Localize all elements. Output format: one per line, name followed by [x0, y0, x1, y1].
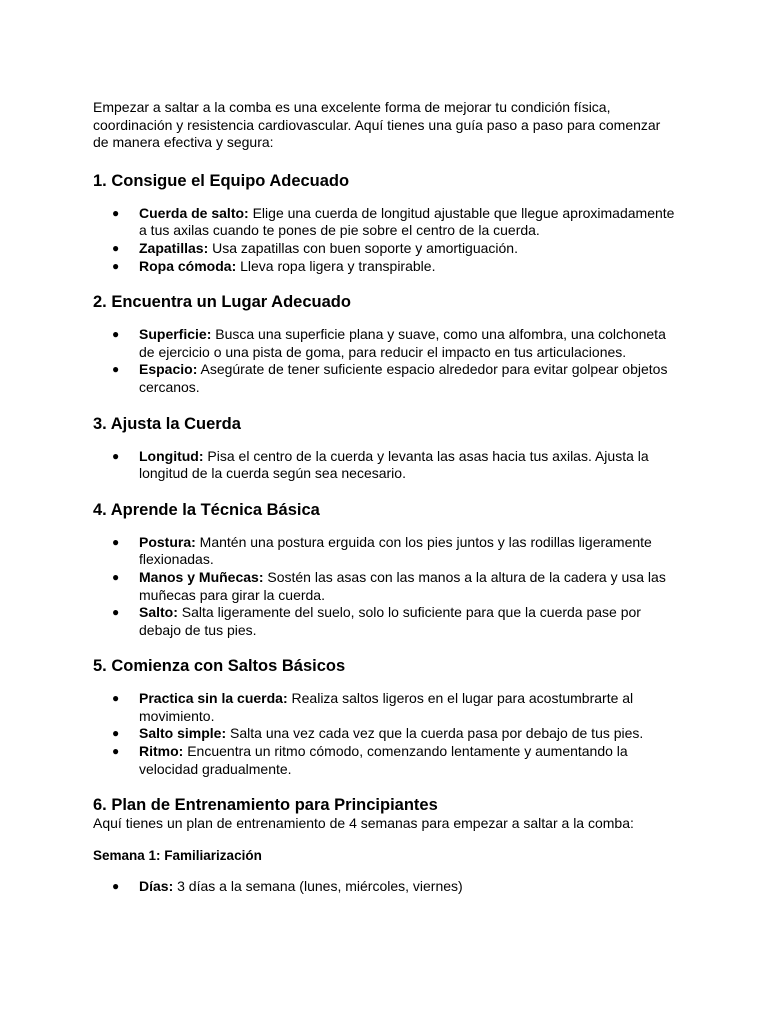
week-heading: Semana 1: Familiarización	[93, 847, 262, 863]
bullet-icon: ●	[112, 691, 120, 706]
list-item	[93, 240, 676, 258]
list-item	[93, 326, 676, 361]
item-label: Zapatillas:	[139, 239, 209, 256]
bullet-icon: ●	[112, 327, 120, 342]
bullet-icon: ●	[112, 258, 120, 273]
list-item	[93, 743, 676, 778]
intro-paragraph: Empezar a saltar a la comba es una excelente forma de mejorar tu condición física, coordinación y resistencia cardiovascular. Aquí tienes una guía paso a paso para comenzar de manera efectiva y segura:	[93, 99, 661, 151]
bullet-list	[93, 448, 676, 483]
bullet-list	[93, 690, 676, 778]
item-label: Salto:	[139, 604, 178, 621]
section-heading: 2. Encuentra un Lugar Adecuado	[93, 293, 351, 312]
bullet-icon: ●	[112, 534, 120, 549]
bullet-icon: ●	[112, 605, 120, 620]
item-text: Pisa el centro de la cuerda y levanta las asas hacia tus axilas. Ajusta la longitud de la cuerda según sea necesario.	[139, 447, 649, 482]
list-item	[93, 361, 676, 396]
item-text: Usa zapatillas con buen soporte y amortiguación.	[208, 239, 518, 256]
list-item	[93, 604, 676, 639]
bullet-icon: ●	[112, 448, 120, 463]
bullet-icon: ●	[112, 726, 120, 741]
item-label: Longitud:	[139, 447, 204, 464]
bullet-list	[93, 878, 676, 896]
list-item	[93, 534, 676, 569]
item-text: 3 días a la semana (lunes, miércoles, viernes)	[173, 877, 463, 894]
item-label: Manos y Muñecas:	[139, 568, 264, 585]
list-item	[93, 725, 676, 743]
item-text: Encuentra un ritmo cómodo, comenzando lentamente y aumentando la velocidad gradualmente.	[139, 743, 628, 777]
item-label: Postura:	[139, 533, 196, 550]
item-label: Cuerda de salto:	[139, 204, 249, 221]
list-item	[93, 690, 676, 725]
list-item	[93, 448, 676, 483]
section-heading: 4. Aprende la Técnica Básica	[93, 500, 320, 519]
item-text: Elige una cuerda de longitud ajustable que llegue aproximadamente a tus axilas cuando te pones de pie sobre el centro de la cuerda.	[139, 204, 675, 239]
item-label: Ropa cómoda:	[139, 257, 237, 274]
bullet-icon: ●	[112, 878, 120, 893]
bullet-list	[93, 326, 676, 396]
item-label: Días:	[139, 877, 174, 894]
section-heading: 6. Plan de Entrenamiento para Principiantes	[93, 796, 438, 815]
item-text: Mantén una postura erguida con los pies juntos y las rodillas ligeramente flexionadas.	[139, 533, 652, 568]
bullet-icon: ●	[112, 744, 120, 759]
bullet-icon: ●	[112, 240, 120, 255]
section-heading: 1. Consigue el Equipo Adecuado	[93, 171, 350, 190]
bullet-icon: ●	[112, 362, 120, 377]
bullet-icon: ●	[112, 205, 120, 220]
item-label: Practica sin la cuerda:	[139, 690, 288, 707]
item-text: Sostén las asas con las manos a la altura de la cadera y usa las muñecas para girar la cuerda.	[139, 568, 666, 603]
section-heading: 3. Ajusta la Cuerda	[93, 414, 241, 433]
bullet-list	[93, 205, 676, 275]
item-text: Asegúrate de tener suficiente espacio alrededor para evitar golpear objetos cercanos.	[139, 361, 668, 395]
item-text: Salta una vez cada vez que la cuerda pasa por debajo de tus pies.	[226, 725, 644, 742]
item-text: Busca una superficie plana y suave, como una alfombra, una colchoneta de ejercicio o una pista de goma, para reducir el impacto en tus articulaciones.	[139, 326, 666, 360]
item-label: Salto simple:	[139, 725, 227, 742]
item-label: Espacio:	[139, 361, 198, 378]
list-item	[93, 205, 676, 240]
item-label: Ritmo:	[139, 743, 184, 760]
item-text: Realiza saltos ligeros en el lugar para acostumbrarte al movimiento.	[139, 690, 634, 724]
list-item	[93, 569, 676, 604]
item-label: Superficie:	[139, 326, 212, 343]
list-item	[93, 878, 676, 896]
section-heading: 5. Comienza con Saltos Básicos	[93, 657, 346, 676]
item-text: Lleva ropa ligera y transpirable.	[236, 257, 436, 274]
item-text: Salta ligeramente del suelo, solo lo suficiente para que la cuerda pase por debajo de tus pies.	[139, 604, 641, 638]
bullet-icon: ●	[112, 569, 120, 584]
list-item	[93, 258, 676, 276]
plan-intro-paragraph: Aquí tienes un plan de entrenamiento de 4 semanas para empezar a saltar a la comba:	[93, 815, 634, 832]
bullet-list	[93, 534, 676, 640]
